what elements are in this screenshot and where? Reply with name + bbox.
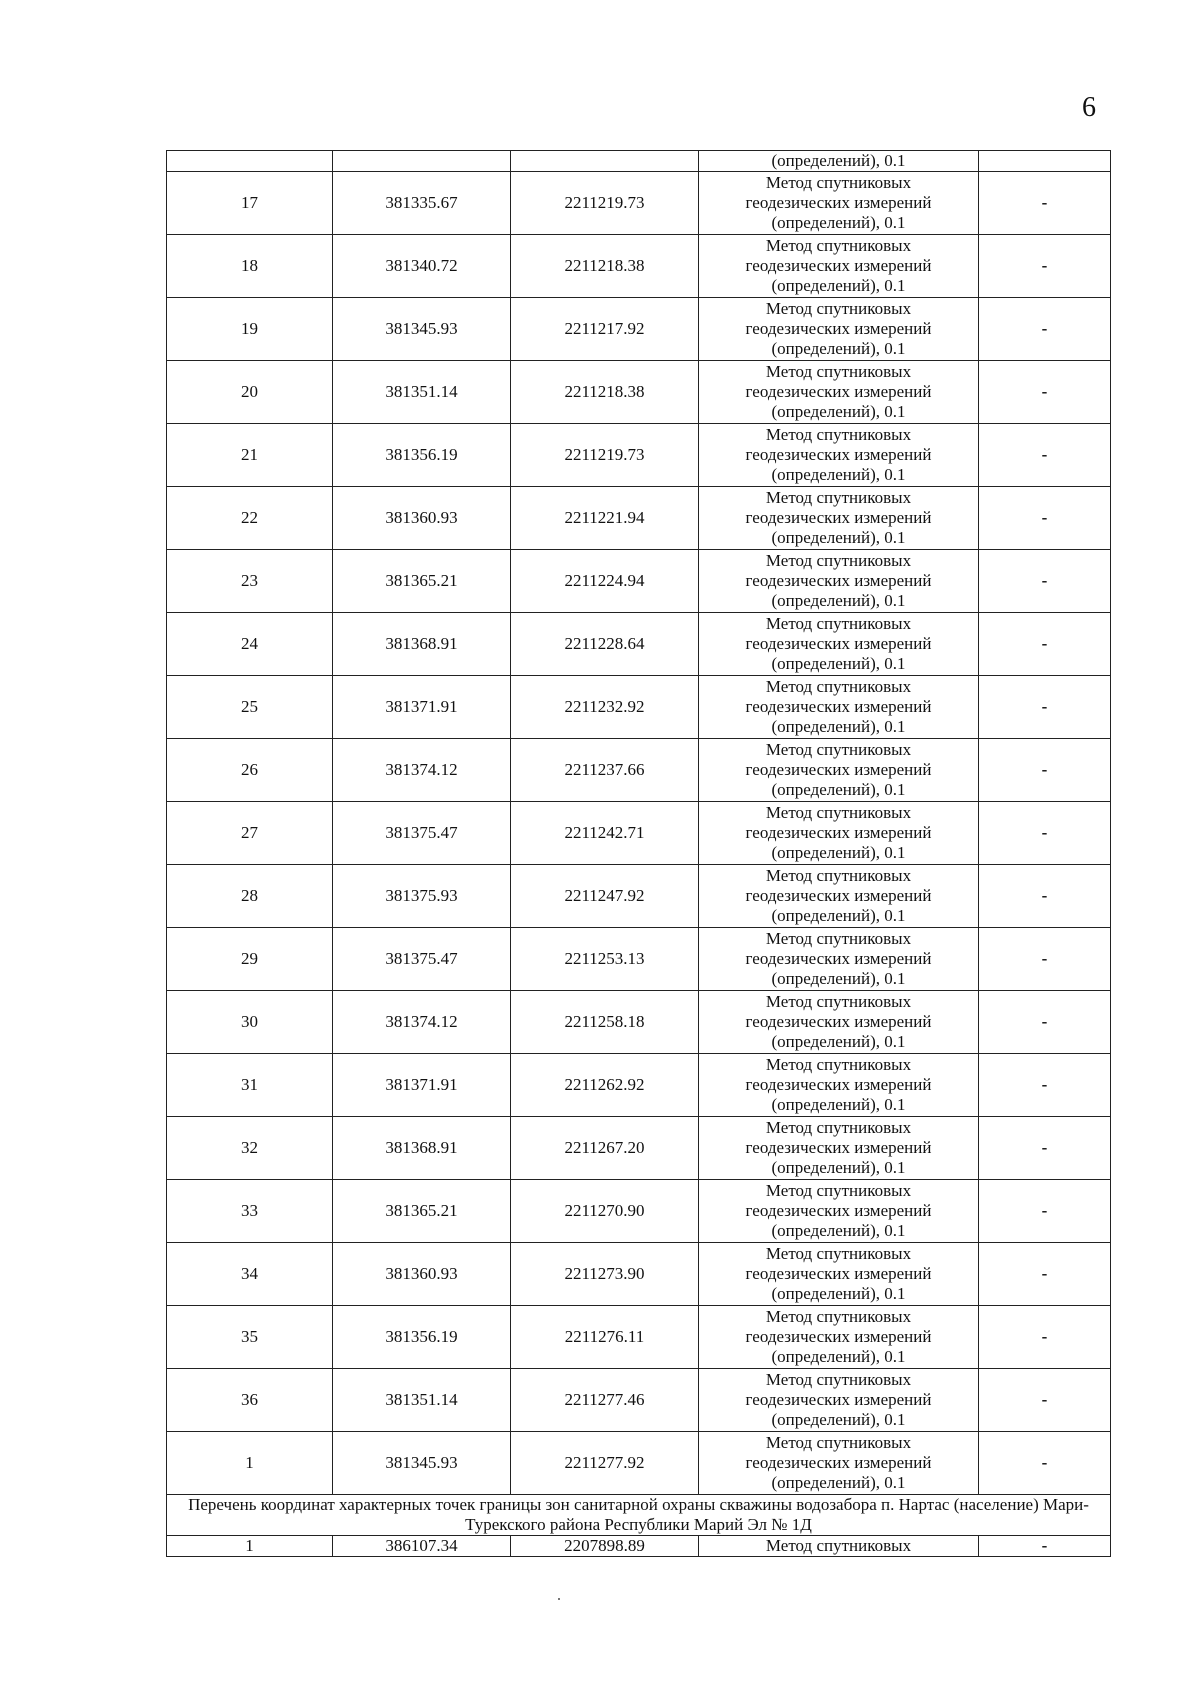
method-text-line: (определений), 0.1	[771, 213, 906, 232]
method-text-line: Метод спутниковых	[765, 1181, 912, 1200]
method-text-line: (определений), 0.1	[771, 1473, 906, 1492]
description-cell	[979, 151, 1111, 172]
description-cell: -	[979, 928, 1111, 991]
y-coordinate-cell: 2211267.20	[511, 1117, 699, 1180]
coordinate-row	[167, 1180, 1111, 1243]
method-text-line: (определений), 0.1	[771, 402, 906, 421]
method-text-line: геодезических измерений	[745, 1012, 932, 1031]
method-text-line: Метод спутниковых	[765, 614, 912, 633]
method-cell	[699, 739, 979, 802]
y-coordinate-cell: 2211219.73	[511, 172, 699, 235]
method-text-line: Метод спутниковых	[765, 425, 912, 444]
method-text-line: Метод спутниковых	[765, 1055, 912, 1074]
point-number-cell: 22	[167, 487, 333, 550]
coordinate-row	[167, 424, 1111, 487]
method-text-line: (определений), 0.1	[771, 1221, 906, 1240]
point-number-cell: 19	[167, 298, 333, 361]
coordinate-row	[167, 613, 1111, 676]
method-cell	[699, 1054, 979, 1117]
description-cell: -	[979, 361, 1111, 424]
coordinate-row	[167, 1536, 1111, 1557]
description-cell: -	[979, 424, 1111, 487]
coordinate-row	[167, 487, 1111, 550]
method-text-line: геодезических измерений	[745, 445, 932, 464]
point-number-cell: 20	[167, 361, 333, 424]
method-text-line: Метод спутниковых	[765, 299, 912, 318]
method-text-line: (определений), 0.1	[771, 528, 906, 547]
method-text-line: Метод спутниковых	[765, 866, 912, 885]
method-text-line: Метод спутниковых	[765, 929, 912, 948]
point-number-cell: 34	[167, 1243, 333, 1306]
y-coordinate-cell: 2211277.46	[511, 1369, 699, 1432]
x-coordinate-cell: 381374.12	[333, 739, 511, 802]
coordinate-row	[167, 1369, 1111, 1432]
point-number-cell: 30	[167, 991, 333, 1054]
method-text-line: геодезических измерений	[745, 1264, 932, 1283]
method-text-line: (определений), 0.1	[771, 1347, 906, 1366]
method-cell	[699, 1369, 979, 1432]
x-coordinate-cell: 381375.93	[333, 865, 511, 928]
description-cell: -	[979, 613, 1111, 676]
method-text-line: геодезических измерений	[745, 571, 932, 590]
description-cell: -	[979, 802, 1111, 865]
method-text-line: геодезических измерений	[745, 508, 932, 527]
y-coordinate-cell: 2211221.94	[511, 487, 699, 550]
scan-artifact	[558, 1598, 560, 1600]
method-text-line: геодезических измерений	[745, 1075, 932, 1094]
method-cell	[699, 172, 979, 235]
description-cell: -	[979, 1432, 1111, 1495]
method-cell	[699, 1117, 979, 1180]
coordinate-row	[167, 1432, 1111, 1495]
method-cell	[699, 298, 979, 361]
x-coordinate-cell: 381365.21	[333, 550, 511, 613]
method-cell	[699, 802, 979, 865]
coordinates-table	[166, 150, 1111, 1557]
method-text-line: (определений), 0.1	[771, 843, 906, 862]
coordinate-row	[167, 172, 1111, 235]
method-text-line: геодезических измерений	[745, 193, 932, 212]
point-number-cell: 28	[167, 865, 333, 928]
x-coordinate-cell: 381375.47	[333, 802, 511, 865]
y-coordinate-cell: 2211219.73	[511, 424, 699, 487]
method-text-line: геодезических измерений	[745, 1453, 932, 1472]
point-number-cell: 1	[167, 1536, 333, 1557]
method-text-line: (определений), 0.1	[771, 654, 906, 673]
y-coordinate-cell: 2211270.90	[511, 1180, 699, 1243]
y-coordinate-cell: 2211224.94	[511, 550, 699, 613]
y-coordinate-cell: 2207898.89	[511, 1536, 699, 1557]
method-cell	[699, 676, 979, 739]
coordinate-row	[167, 235, 1111, 298]
method-cell	[699, 928, 979, 991]
method-text-line: геодезических измерений	[745, 256, 932, 275]
method-cell	[699, 424, 979, 487]
point-number-cell: 18	[167, 235, 333, 298]
method-text-line: (определений), 0.1	[771, 465, 906, 484]
coordinate-row	[167, 1306, 1111, 1369]
description-cell: -	[979, 676, 1111, 739]
method-text-line: Метод спутниковых	[765, 677, 912, 696]
point-number-cell: 25	[167, 676, 333, 739]
y-coordinate-cell: 2211218.38	[511, 235, 699, 298]
y-coordinate-cell: 2211253.13	[511, 928, 699, 991]
method-text-line: Метод спутниковых	[765, 740, 912, 759]
y-coordinate-cell	[511, 151, 699, 172]
method-text-line: (определений), 0.1	[771, 591, 906, 610]
description-cell: -	[979, 991, 1111, 1054]
method-cell: Метод спутниковых	[699, 1536, 979, 1557]
method-text-line: (определений), 0.1	[771, 339, 906, 358]
method-text-line: Метод спутниковых	[765, 1118, 912, 1137]
x-coordinate-cell: 381374.12	[333, 991, 511, 1054]
method-cell	[699, 235, 979, 298]
method-text-line: (определений), 0.1	[771, 1032, 906, 1051]
y-coordinate-cell: 2211218.38	[511, 361, 699, 424]
method-text-line: Метод спутниковых	[765, 1370, 912, 1389]
method-text-line: геодезических измерений	[745, 382, 932, 401]
y-coordinate-cell: 2211237.66	[511, 739, 699, 802]
method-text-line: геодезических измерений	[745, 697, 932, 716]
description-cell: -	[979, 1180, 1111, 1243]
point-number-cell: 26	[167, 739, 333, 802]
x-coordinate-cell: 381375.47	[333, 928, 511, 991]
method-cell	[699, 487, 979, 550]
continued-row	[167, 151, 1111, 172]
method-text-line: (определений), 0.1	[771, 1095, 906, 1114]
point-number-cell	[167, 151, 333, 172]
description-cell: -	[979, 172, 1111, 235]
description-cell: -	[979, 298, 1111, 361]
method-text-line: геодезических измерений	[745, 823, 932, 842]
method-text-line: Метод спутниковых	[765, 1433, 912, 1452]
method-text-line: Метод спутниковых	[765, 803, 912, 822]
x-coordinate-cell: 381371.91	[333, 1054, 511, 1117]
coordinate-row	[167, 550, 1111, 613]
method-text-line: Метод спутниковых	[765, 488, 912, 507]
coordinate-row	[167, 298, 1111, 361]
y-coordinate-cell: 2211258.18	[511, 991, 699, 1054]
coordinate-row	[167, 1054, 1111, 1117]
x-coordinate-cell: 381340.72	[333, 235, 511, 298]
description-cell: -	[979, 550, 1111, 613]
section-heading: Перечень координат характерных точек границы зон санитарной охраны скважины водозабора п. Нартас (население) Мари-Турекского района Республики Марий Эл № 1Д	[167, 1495, 1111, 1536]
y-coordinate-cell: 2211247.92	[511, 865, 699, 928]
method-text-line: (определений), 0.1	[771, 717, 906, 736]
coordinate-row	[167, 991, 1111, 1054]
method-cell	[699, 361, 979, 424]
description-cell: -	[979, 1243, 1111, 1306]
x-coordinate-cell: 381360.93	[333, 487, 511, 550]
x-coordinate-cell: 381345.93	[333, 1432, 511, 1495]
x-coordinate-cell: 381351.14	[333, 361, 511, 424]
method-text-line: Метод спутниковых	[765, 173, 912, 192]
coordinate-row	[167, 928, 1111, 991]
point-number-cell: 23	[167, 550, 333, 613]
method-text-line: Метод спутниковых	[765, 1244, 912, 1263]
description-cell: -	[979, 235, 1111, 298]
point-number-cell: 36	[167, 1369, 333, 1432]
method-text-line: геодезических измерений	[745, 1138, 932, 1157]
method-cell	[699, 1180, 979, 1243]
method-text-line: геодезических измерений	[745, 1390, 932, 1409]
coordinate-row	[167, 361, 1111, 424]
method-text-line: (определений), 0.1	[771, 1158, 906, 1177]
coordinates-table-body	[167, 151, 1111, 1557]
method-text-line: (определений), 0.1	[771, 906, 906, 925]
method-text-line: (определений), 0.1	[771, 780, 906, 799]
x-coordinate-cell	[333, 151, 511, 172]
point-number-cell: 29	[167, 928, 333, 991]
y-coordinate-cell: 2211276.11	[511, 1306, 699, 1369]
method-text-line: геодезических измерений	[745, 760, 932, 779]
x-coordinate-cell: 381345.93	[333, 298, 511, 361]
point-number-cell: 32	[167, 1117, 333, 1180]
method-text-line: геодезических измерений	[745, 319, 932, 338]
method-text-line: Метод спутниковых	[765, 236, 912, 255]
method-text-line: Метод спутниковых	[765, 551, 912, 570]
section-heading-row	[167, 1495, 1111, 1536]
x-coordinate-cell: 381335.67	[333, 172, 511, 235]
method-text-line: (определений), 0.1	[771, 969, 906, 988]
coordinate-row	[167, 865, 1111, 928]
y-coordinate-cell: 2211277.92	[511, 1432, 699, 1495]
point-number-cell: 17	[167, 172, 333, 235]
coordinate-row	[167, 1243, 1111, 1306]
description-cell: -	[979, 1306, 1111, 1369]
point-number-cell: 24	[167, 613, 333, 676]
description-cell: -	[979, 739, 1111, 802]
x-coordinate-cell: 381356.19	[333, 1306, 511, 1369]
method-cell	[699, 991, 979, 1054]
x-coordinate-cell: 386107.34	[333, 1536, 511, 1557]
method-text-line: Метод спутниковых	[765, 992, 912, 1011]
method-cell	[699, 1243, 979, 1306]
method-text-line: геодезических измерений	[745, 1201, 932, 1220]
coordinate-row	[167, 739, 1111, 802]
method-text-line: (определений), 0.1	[771, 1410, 906, 1429]
coordinate-row	[167, 802, 1111, 865]
coordinate-row	[167, 1117, 1111, 1180]
method-text-line: (определений), 0.1	[771, 276, 906, 295]
x-coordinate-cell: 381371.91	[333, 676, 511, 739]
x-coordinate-cell: 381360.93	[333, 1243, 511, 1306]
point-number-cell: 1	[167, 1432, 333, 1495]
y-coordinate-cell: 2211273.90	[511, 1243, 699, 1306]
description-cell: -	[979, 487, 1111, 550]
point-number-cell: 31	[167, 1054, 333, 1117]
method-text-line: геодезических измерений	[745, 1327, 932, 1346]
method-cell: (определений), 0.1	[699, 151, 979, 172]
x-coordinate-cell: 381368.91	[333, 613, 511, 676]
method-text-line: Метод спутниковых	[765, 362, 912, 381]
description-cell: -	[979, 865, 1111, 928]
description-cell: -	[979, 1054, 1111, 1117]
method-text-line: Метод спутниковых	[765, 1307, 912, 1326]
x-coordinate-cell: 381356.19	[333, 424, 511, 487]
method-text-line: геодезических измерений	[745, 886, 932, 905]
point-number-cell: 21	[167, 424, 333, 487]
x-coordinate-cell: 381365.21	[333, 1180, 511, 1243]
y-coordinate-cell: 2211232.92	[511, 676, 699, 739]
method-text-line: геодезических измерений	[745, 634, 932, 653]
page-number: 6	[1082, 92, 1096, 123]
method-cell	[699, 1306, 979, 1369]
method-cell	[699, 865, 979, 928]
method-cell	[699, 1432, 979, 1495]
point-number-cell: 35	[167, 1306, 333, 1369]
method-text-line: (определений), 0.1	[771, 1284, 906, 1303]
x-coordinate-cell: 381368.91	[333, 1117, 511, 1180]
point-number-cell: 27	[167, 802, 333, 865]
description-cell: -	[979, 1117, 1111, 1180]
y-coordinate-cell: 2211217.92	[511, 298, 699, 361]
description-cell: -	[979, 1369, 1111, 1432]
method-cell	[699, 613, 979, 676]
point-number-cell: 33	[167, 1180, 333, 1243]
method-text-line: геодезических измерений	[745, 949, 932, 968]
x-coordinate-cell: 381351.14	[333, 1369, 511, 1432]
description-cell: -	[979, 1536, 1111, 1557]
y-coordinate-cell: 2211242.71	[511, 802, 699, 865]
y-coordinate-cell: 2211262.92	[511, 1054, 699, 1117]
method-cell	[699, 550, 979, 613]
y-coordinate-cell: 2211228.64	[511, 613, 699, 676]
coordinate-row	[167, 676, 1111, 739]
